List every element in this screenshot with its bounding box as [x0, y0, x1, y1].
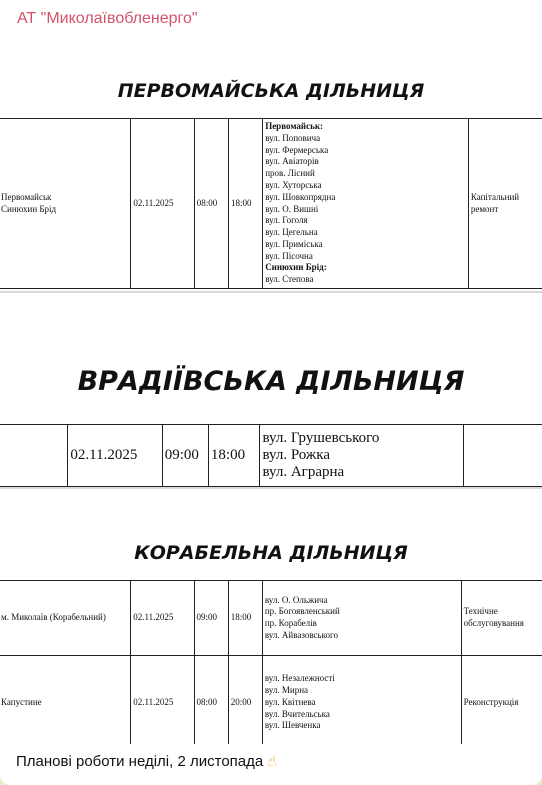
table-row [0, 656, 542, 744]
streets-cell [262, 581, 461, 656]
street-item: вул. Поповича [265, 132, 321, 143]
message-caption [16, 752, 277, 770]
schedule-image[interactable] [0, 38, 542, 744]
schedule-panel-vradiivka [0, 294, 542, 487]
end-time-cell: 18:00 [228, 119, 262, 289]
street-item: вул. Фермерська [265, 144, 329, 155]
street-item: вул. Айвазовського [264, 629, 339, 640]
schedule-panel-pervomaisk [0, 38, 542, 291]
date-cell: 02.11.2025 [68, 425, 162, 487]
street-item: вул. Грушевського [262, 430, 380, 446]
place-cell [0, 581, 131, 656]
street-item: вул. Гоголя [265, 215, 308, 226]
place-cell [0, 425, 68, 487]
end-time-cell: 18:00 [228, 581, 262, 656]
start-time-cell: 08:00 [194, 119, 228, 289]
cell-line: Синюхин Брід [1, 203, 57, 214]
cell-line: Технічне [463, 606, 498, 617]
start-time-cell: 09:00 [194, 581, 228, 656]
work-type-cell [461, 656, 542, 744]
work-type-cell [468, 119, 542, 289]
cell-line: Реконструкція [463, 696, 519, 707]
street-item: вул. О. Ольжича [264, 594, 328, 605]
street-item: вул. Шовкопрядна [265, 191, 336, 202]
street-item: вул. Незалежності [264, 673, 335, 684]
date-cell: 02.11.2025 [131, 119, 194, 289]
street-item: вул. Вчительська [264, 708, 330, 719]
street-item: вул. Цегельна [265, 227, 318, 238]
street-item: вул. Аграрна [262, 464, 345, 480]
section-title: ВРАДІЇВСЬКА ДІЛЬНИЦЯ [77, 366, 465, 397]
section-title: ПЕРВОМАЙСЬКА ДІЛЬНИЦЯ [117, 80, 425, 102]
street-item: пров. Лісний [265, 168, 315, 179]
start-time-cell: 08:00 [194, 656, 228, 744]
end-time-cell: 18:00 [208, 425, 260, 487]
street-item: вул. Шевченка [264, 720, 321, 731]
date-cell: 02.11.2025 [131, 656, 194, 744]
street-item: вул. Хуторська [265, 179, 322, 190]
place-cell [0, 119, 131, 289]
work-type-cell [461, 581, 542, 656]
work-type-cell [463, 425, 542, 487]
street-item: вул. Квітнева [264, 696, 316, 707]
start-time-cell: 09:00 [162, 425, 208, 487]
date-cell: 02.11.2025 [131, 581, 194, 656]
cell-line: Капітальний [470, 191, 520, 202]
schedule-table [0, 118, 542, 289]
street-item: вул. Рожка [262, 447, 331, 463]
cell-line: обслуговування [463, 618, 524, 629]
caption-text: Планові роботи неділі, 2 листопада [16, 753, 264, 770]
schedule-table [0, 424, 542, 487]
cell-line: м. Миколаїв (Корабельний) [1, 612, 106, 623]
street-item: вул. Приміська [265, 238, 323, 249]
street-item: вул. Авіаторів [265, 156, 319, 167]
street-item: вул. Мирна [264, 684, 309, 695]
cell-line: ремонт [470, 203, 499, 214]
street-item: Синюхин Брід: [265, 262, 327, 273]
schedule-panel-korabelna [0, 490, 542, 744]
table-row [0, 119, 542, 289]
panel-divider [0, 291, 542, 293]
streets-cell [262, 656, 461, 744]
streets-cell [260, 425, 463, 487]
street-item: пр. Корабелів [264, 618, 317, 629]
street-item: Первомайськ: [265, 120, 324, 131]
schedule-table [0, 580, 542, 744]
end-time-cell: 20:00 [228, 656, 262, 744]
table-row [0, 581, 542, 656]
panel-divider [0, 487, 542, 489]
place-cell [0, 656, 131, 744]
street-item: вул. Пісочна [265, 250, 313, 261]
street-item: вул. Степова [265, 274, 314, 285]
streets-cell [263, 119, 469, 289]
street-item: вул. О. Вишні [265, 203, 319, 214]
table-row [0, 425, 542, 487]
street-item: пр. Богоявленський [264, 606, 340, 617]
pointing-up-icon: ☝ [267, 752, 277, 770]
cell-line: Капустине [1, 696, 42, 707]
sender-name[interactable]: АТ "Миколаївобленерго" [17, 10, 198, 27]
cell-line: Первомайськ [1, 191, 52, 202]
section-title: КОРАБЕЛЬНА ДІЛЬНИЦЯ [134, 542, 408, 564]
